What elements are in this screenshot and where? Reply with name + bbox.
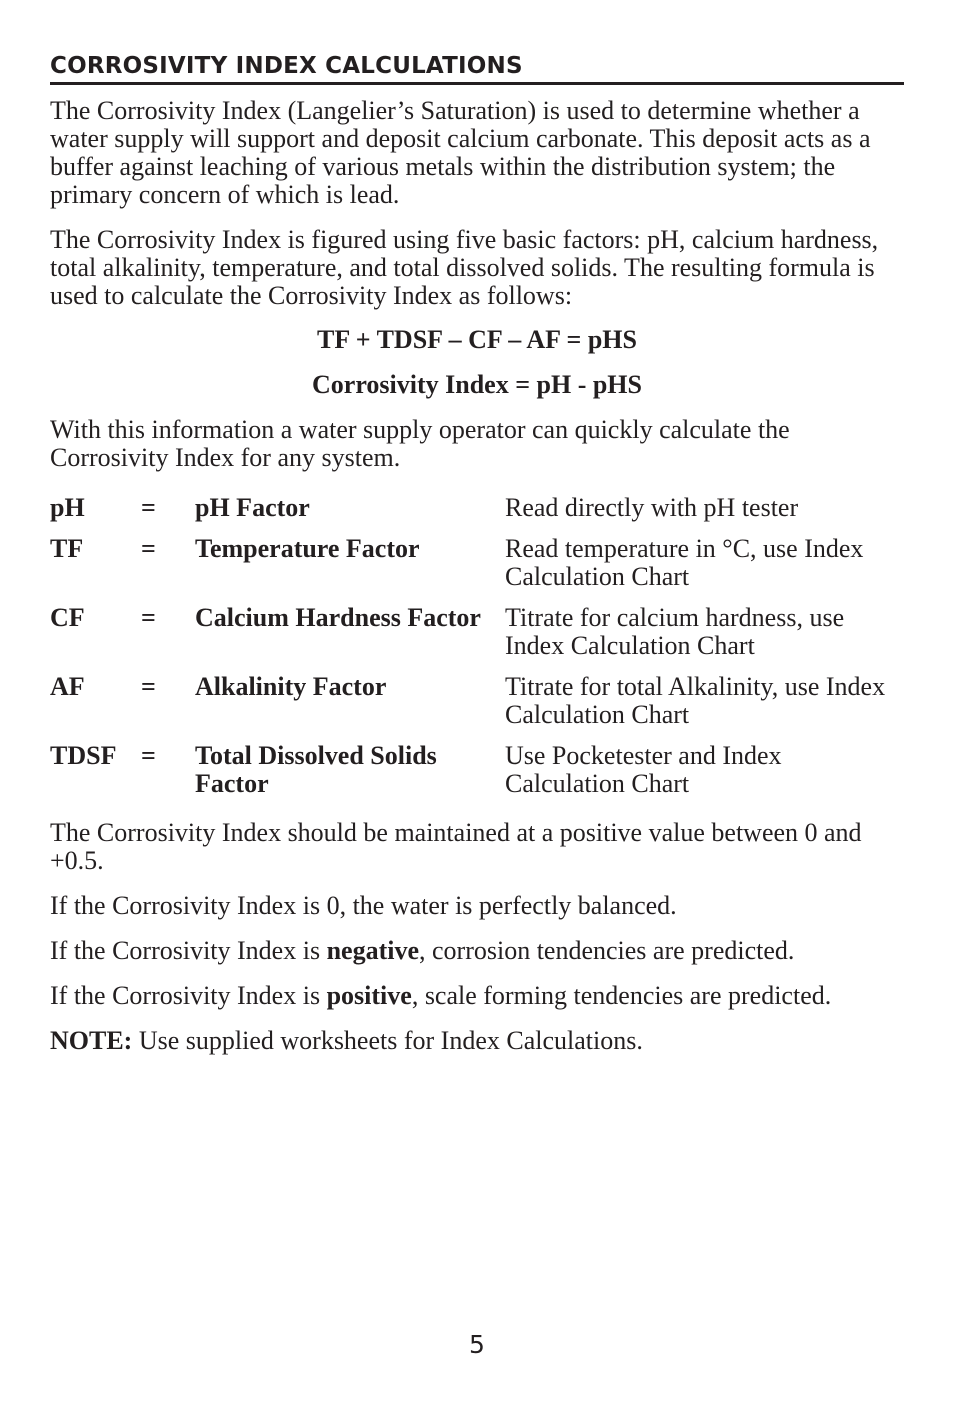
- formula-corrosivity-index: Corrosivity Index = pH - pHS: [312, 370, 642, 399]
- factor-name: Total Dissolved Solids Factor: [195, 741, 437, 798]
- factor-description: Use Pocketester and Index Calculation Chart: [505, 741, 782, 798]
- factor-name: Calcium Hardness Factor: [195, 603, 481, 632]
- factor-equals: =: [141, 672, 156, 701]
- positive-paragraph: [50, 982, 904, 1010]
- page-number: 5: [469, 1330, 485, 1359]
- maintain-paragraph: The Corrosivity Index should be maintained at a positive value between 0 and +0.5.: [50, 818, 862, 875]
- factor-name: Alkalinity Factor: [195, 672, 387, 701]
- factor-row-tf: [50, 535, 904, 604]
- factor-equals: =: [141, 493, 156, 522]
- factor-abbr: CF: [50, 603, 85, 632]
- factor-name: Temperature Factor: [195, 534, 420, 563]
- note-text: Use supplied worksheets for Index Calculations.: [132, 1026, 643, 1055]
- intro-paragraph-1: The Corrosivity Index (Langelier’s Saturation) is used to determine whether a water supply will support and deposit calcium carbonate. This deposit acts as a buffer against leaching of various metals within the distribution system; the primary concern of which is lead.: [50, 96, 871, 209]
- positive-post: , scale forming tendencies are predicted.: [411, 981, 832, 1010]
- negative-pre: If the Corrosivity Index is: [50, 936, 327, 965]
- negative-post: , corrosion tendencies are predicted.: [419, 936, 795, 965]
- note-paragraph: [50, 1027, 904, 1055]
- factor-description: Titrate for total Alkalinity, use Index Calculation Chart: [505, 672, 886, 729]
- factor-name: pH Factor: [195, 493, 310, 522]
- factor-equals: =: [141, 603, 156, 632]
- negative-keyword: negative: [326, 936, 419, 965]
- factor-row-ph: [50, 494, 904, 535]
- formula-phs: TF + TDSF – CF – AF = pHS: [316, 325, 637, 354]
- factor-row-tdsf: [50, 742, 904, 811]
- intro-paragraph-2: The Corrosivity Index is figured using five basic factors: pH, calcium hardness, total alkalinity, temperature, and total dissolved solids. The resulting formula is used to calculate the Corrosivity Index as follows:: [50, 225, 879, 310]
- balanced-paragraph: If the Corrosivity Index is 0, the water is perfectly balanced.: [50, 891, 677, 920]
- negative-paragraph: [50, 937, 904, 965]
- factor-abbr: TF: [50, 534, 84, 563]
- factor-description: Read directly with pH tester: [505, 493, 799, 522]
- document-page: [50, 52, 904, 1055]
- positive-pre: If the Corrosivity Index is: [50, 981, 327, 1010]
- note-label: NOTE:: [50, 1026, 133, 1055]
- factors-table: [50, 494, 904, 811]
- factor-equals: =: [141, 741, 156, 770]
- section-heading: CORROSIVITY INDEX CALCULATIONS: [50, 52, 904, 85]
- factor-description: Read temperature in °C, use Index Calculation Chart: [505, 534, 864, 591]
- factor-row-cf: [50, 604, 904, 673]
- after-formula-paragraph: With this information a water supply operator can quickly calculate the Corrosivity Index for any system.: [50, 415, 790, 472]
- factor-equals: =: [141, 534, 156, 563]
- factor-abbr: TDSF: [50, 741, 117, 770]
- positive-keyword: positive: [326, 981, 412, 1010]
- factor-abbr: AF: [50, 672, 85, 701]
- factor-row-af: [50, 673, 904, 742]
- factor-abbr: pH: [50, 493, 85, 522]
- factor-description: Titrate for calcium hardness, use Index Calculation Chart: [505, 603, 845, 660]
